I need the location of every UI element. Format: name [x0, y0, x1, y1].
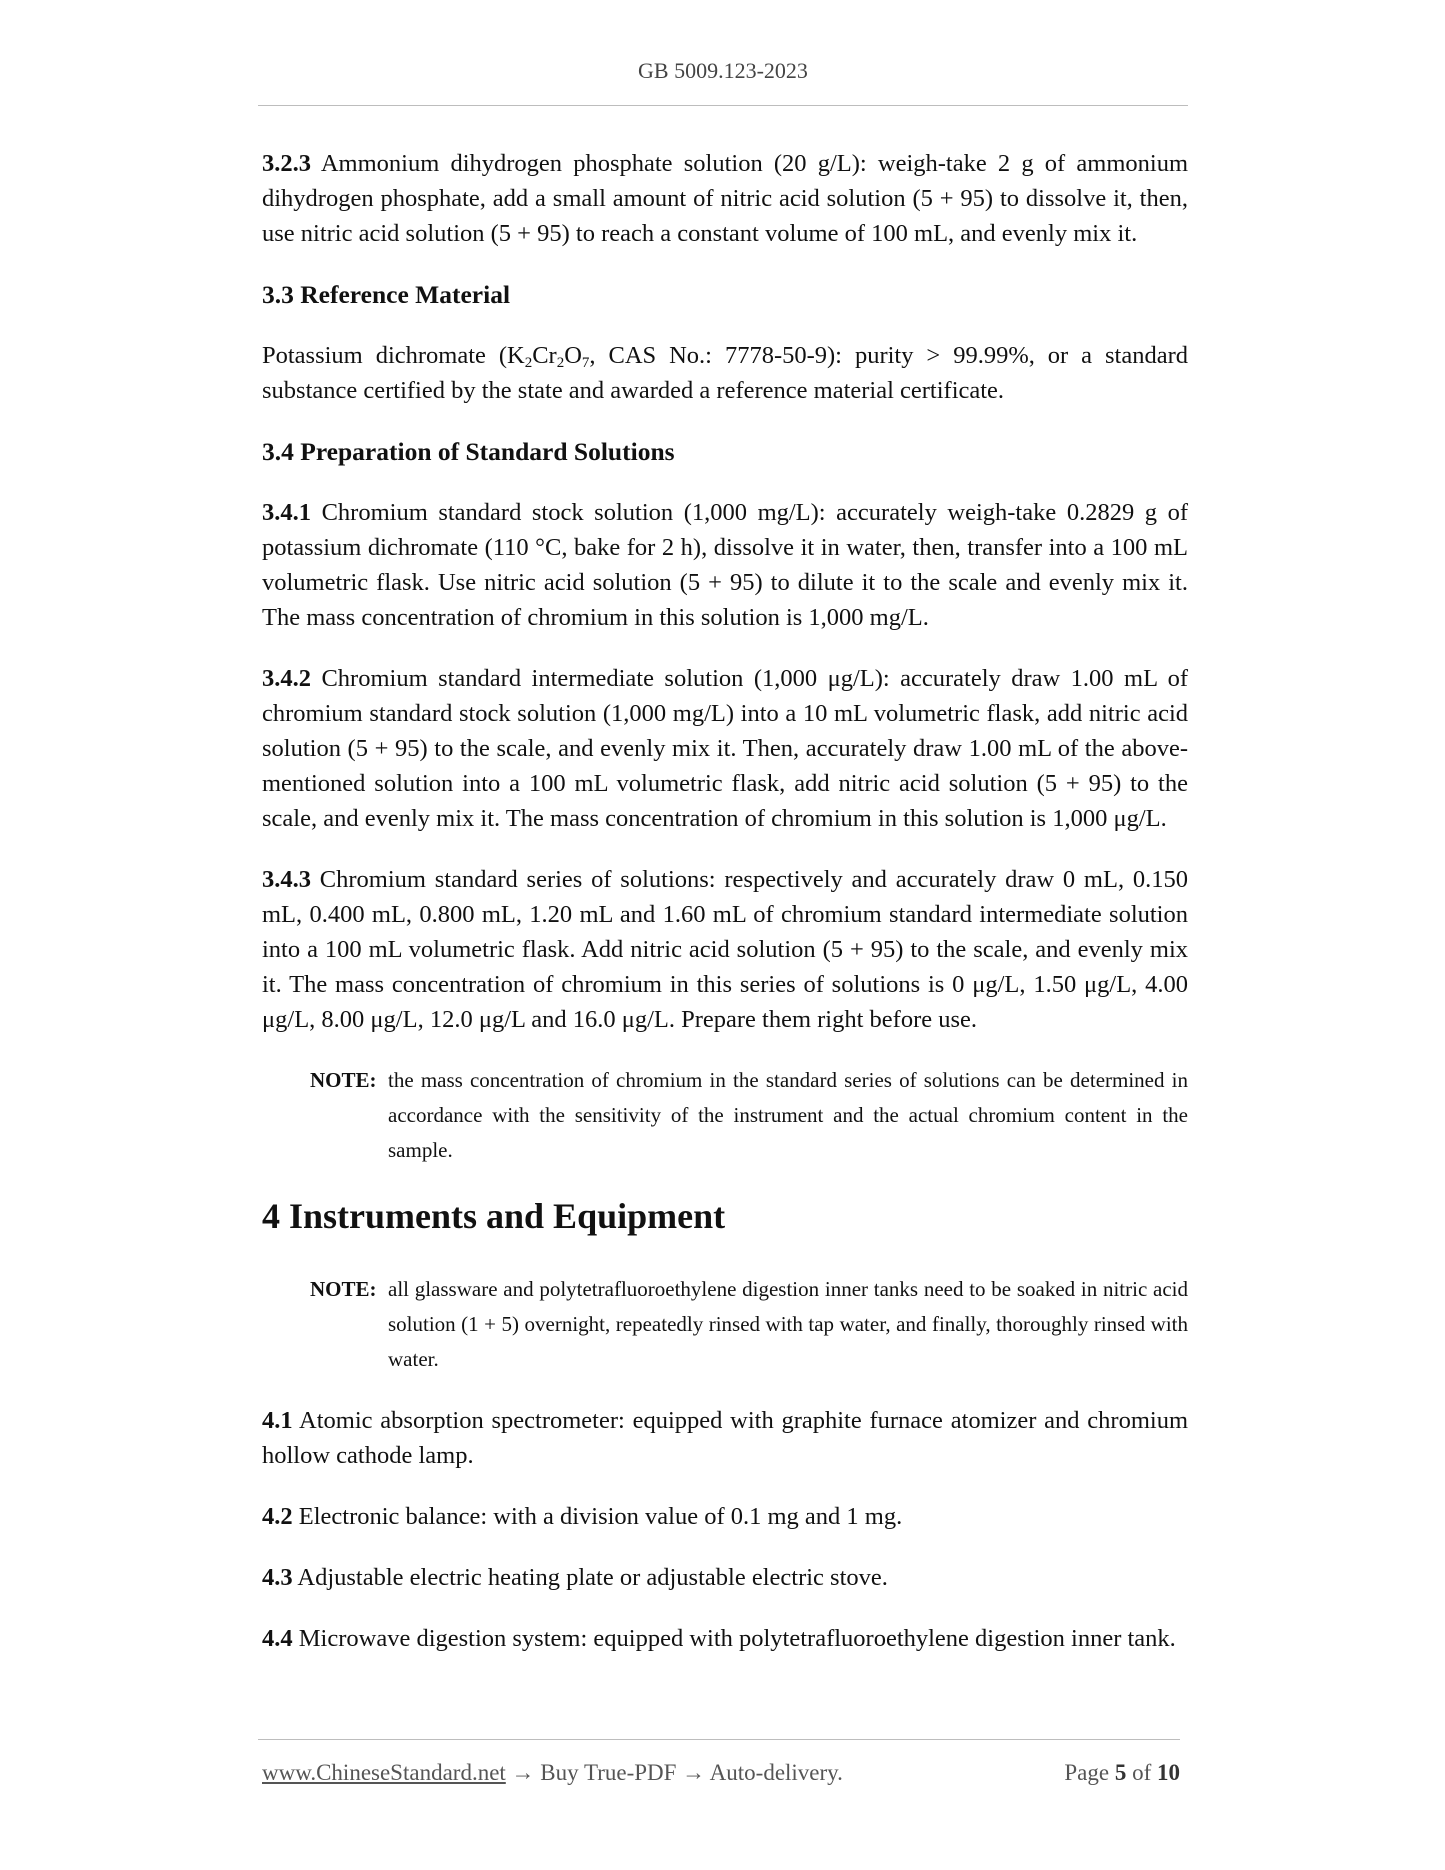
clause-3-4-2: [262, 661, 1188, 836]
clause-number: 4.4: [262, 1625, 293, 1652]
document-header: [258, 58, 1188, 84]
clause-text: Microwave digestion system: equipped with polytetrafluoroethylene digestion inner tank.: [292, 1625, 1176, 1652]
clause-4-3: [262, 1560, 1188, 1595]
clause-4-4: [262, 1621, 1188, 1656]
clause-3-4-3: [262, 862, 1188, 1037]
footer-promo: [262, 1758, 843, 1788]
clause-text: Electronic balance: with a division value of 0.1 mg and 1 mg.: [292, 1503, 903, 1530]
header-divider: [258, 105, 1188, 106]
note-standard-series: [262, 1063, 1188, 1168]
note-text: the mass concentration of chromium in the standard series of solutions can be determined in accordance with the sensitivity of the instrument and the actual chromium content in the sample.: [388, 1068, 1188, 1162]
clause-number: 4.2: [262, 1503, 293, 1530]
total-pages: 10: [1157, 1760, 1180, 1785]
clause-text: Adjustable electric heating plate or adjustable electric stove.: [292, 1564, 888, 1591]
page-content: [262, 146, 1188, 1682]
clause-3-2-3: [262, 146, 1188, 251]
note-label: NOTE:: [310, 1277, 377, 1301]
clause-3-4-1: [262, 495, 1188, 635]
current-page: 5: [1114, 1760, 1127, 1785]
clause-number: 3.4.1: [262, 499, 311, 526]
note-text: all glassware and polytetrafluoroethylene digestion inner tanks need to be soaked in nitric acid solution (1 + 5) overnight, repeatedly rinsed with tap water, and finally, thoroughly rinsed with water.: [388, 1277, 1188, 1371]
standard-number: GB 5009.123-2023: [638, 58, 808, 83]
clause-number: 3.2.3: [262, 150, 311, 177]
clause-text: Chromium standard intermediate solution (1,000 μg/L): accurately draw 1.00 mL of chromium standard stock solution (1,000 mg/L) into a 10 mL volumetric flask, add nitric acid solution (5 + 95) to the scale, and evenly mix it. Then, accurately draw 1.00 mL of the above-mentioned solution into a 100 mL volumetric flask, add nitric acid solution (5 + 95) to the scale, and evenly mix it. The mass concentration of chromium in this solution is 1,000 μg/L.: [262, 665, 1188, 832]
website-link[interactable]: www.ChineseStandard.net: [262, 1760, 506, 1785]
note-label: NOTE:: [310, 1068, 377, 1092]
clause-number: 3.4.3: [262, 866, 311, 893]
section-heading-3-3: 3.3 Reference Material: [262, 280, 511, 309]
chapter-heading-4: 4 Instruments and Equipment: [262, 1196, 726, 1236]
note-glassware: [262, 1272, 1188, 1377]
clause-text: Ammonium dihydrogen phosphate solution (20 g/L): weigh-take 2 g of ammonium dihydrogen phosphate, add a small amount of nitric acid solution (5 + 95) to dissolve it, then, use nitric acid solution (5 + 95) to reach a constant volume of 100 mL, and evenly mix it.: [262, 150, 1188, 247]
section-heading-3-4: 3.4 Preparation of Standard Solutions: [262, 437, 675, 466]
clause-text: Atomic absorption spectrometer: equipped with graphite furnace atomizer and chromium hollow cathode lamp.: [262, 1407, 1188, 1469]
clause-number: 4.1: [262, 1407, 293, 1434]
footer-promo-text: → Buy True-PDF → Auto-delivery.: [505, 1760, 843, 1785]
clause-number: 3.4.2: [262, 665, 311, 692]
clause-text: Chromium standard stock solution (1,000 mg/L): accurately weigh-take 0.2829 g of potassium dichromate (110 °C, bake for 2 h), dissolve it in water, then, transfer into a 100 mL volumetric flask. Use nitric acid solution (5 + 95) to dilute it to the scale and evenly mix it. The mass concentration of chromium in this solution is 1,000 mg/L.: [262, 499, 1188, 631]
clause-text: Chromium standard series of solutions: respectively and accurately draw 0 mL, 0.150 mL, 0.400 mL, 0.800 mL, 1.20 mL and 1.60 mL of chromium standard intermediate solution into a 100 mL volumetric flask. Add nitric acid solution (5 + 95) to the scale, and evenly mix it. The mass concentration of chromium in this series of solutions is 0 μg/L, 1.50 μg/L, 4.00 μg/L, 8.00 μg/L, 12.0 μg/L and 16.0 μg/L. Prepare them right before use.: [262, 866, 1188, 1033]
page-indicator: Page 5 of 10: [1064, 1760, 1180, 1785]
clause-3-3-text: Potassium dichromate ($K_2Cr_2O_7$, CAS No.: 7778-50-9): purity > 99.99%, or a standard substance certified by the state and awarded a reference material certificate.: [262, 342, 1188, 404]
clause-4-1: [262, 1403, 1188, 1473]
clause-number: 4.3: [262, 1564, 293, 1591]
footer-divider: [258, 1739, 1180, 1740]
clause-4-2: [262, 1499, 1188, 1534]
